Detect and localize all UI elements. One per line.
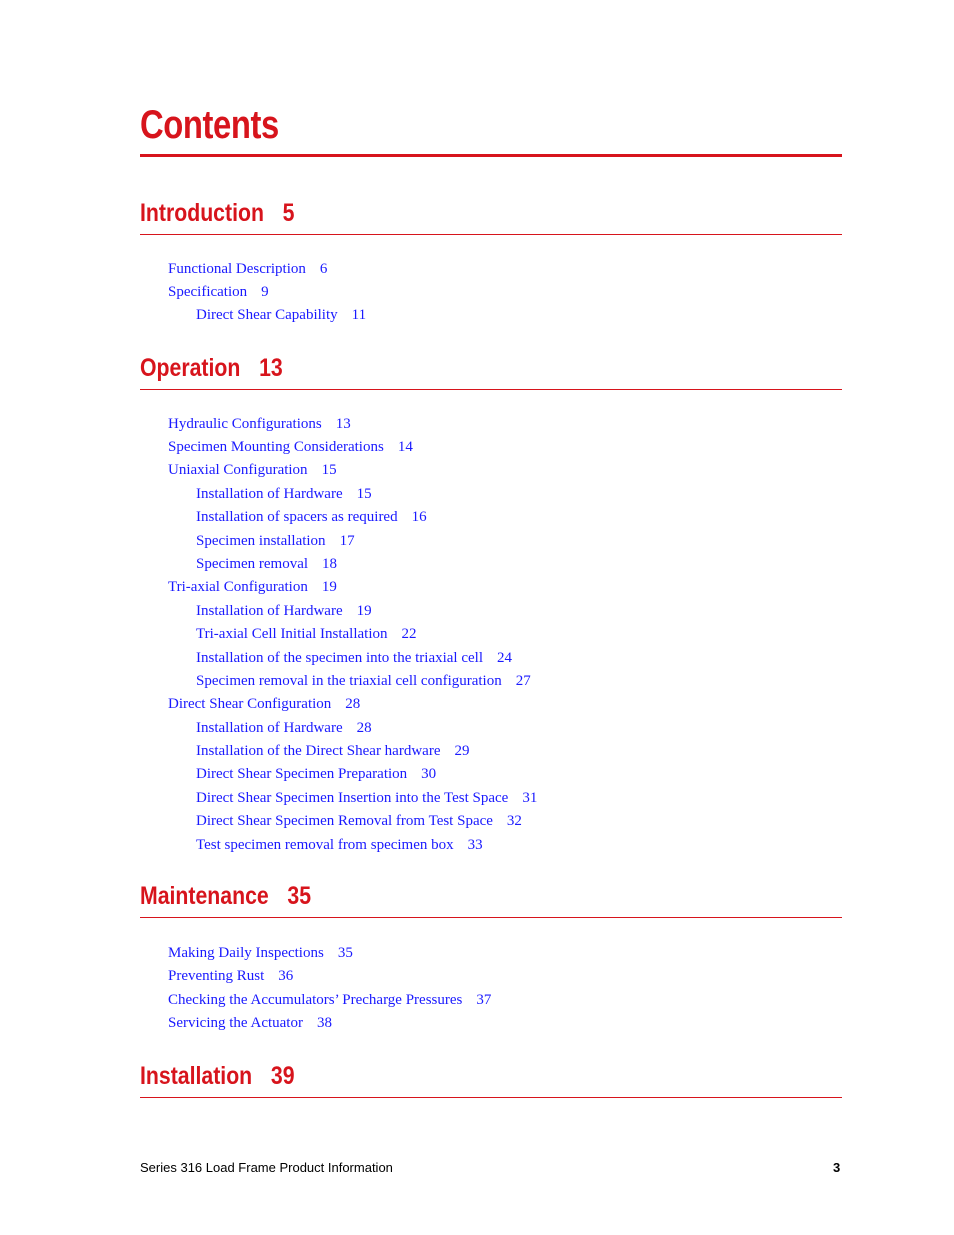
section-heading-label: Installation [140,1062,253,1090]
section-heading-installation[interactable] [140,1061,737,1091]
toc-entry-label: Direct Shear Capability [196,307,338,323]
toc-entry-label: Direct Shear Specimen Preparation [196,766,408,782]
section-maintenance [140,881,842,918]
toc-entry-page: 38 [316,1015,332,1031]
toc-entry[interactable] [168,1014,332,1032]
toc-entry-label: Installation of Hardware [196,486,343,502]
toc-entry-page: 33 [467,837,483,853]
toc-entry[interactable] [196,649,512,667]
section-heading-page: 13 [259,354,283,382]
toc-entry[interactable] [196,602,372,620]
section-heading-operation[interactable] [140,353,737,383]
footer-page-number: 3 [833,1160,841,1175]
toc-entry-label: Installation of the specimen into the triaxial cell [196,650,483,666]
toc-entry-label: Specimen installation [196,533,326,549]
toc-entry-label: Specimen removal in the triaxial cell configuration [196,673,502,689]
toc-entry[interactable] [168,260,327,278]
toc-entry[interactable] [168,461,337,479]
toc-entry[interactable] [168,415,351,433]
section-heading-label: Introduction [140,199,264,227]
toc-entry-page: 19 [321,579,337,595]
toc-entry-label: Functional Description [168,261,306,277]
toc-entry-page: 22 [401,626,417,642]
toc-entry-page: 9 [261,284,269,300]
toc-entry-page: 6 [319,261,328,277]
footer-doc-title: Series 316 Load Frame Product Information [140,1160,393,1175]
toc-entry-page: 36 [278,968,294,984]
toc-entry[interactable] [168,438,413,456]
toc-entry[interactable] [196,789,537,807]
toc-entry-page: 11 [351,307,367,323]
toc-entry-label: Making Daily Inspections [168,945,324,961]
toc-entry-page: 16 [411,509,427,525]
toc-entry-label: Tri-axial Cell Initial Installation [196,626,388,642]
section-heading-page: 5 [282,199,295,227]
toc-entry[interactable] [168,967,293,985]
toc-entry[interactable] [196,742,469,760]
section-rule [140,1097,842,1098]
toc-entry[interactable] [196,555,337,573]
toc-entry-page: 14 [397,439,413,455]
toc-entry-label: Specimen Mounting Considerations [168,439,384,455]
section-rule [140,234,842,235]
toc-entry-label: Installation of the Direct Shear hardware [196,743,441,759]
toc-entry-page: 37 [476,992,492,1008]
section-introduction [140,198,842,235]
toc-entry-label: Specimen removal [196,556,309,572]
toc-entry[interactable] [196,765,436,783]
toc-entry-label: Installation of Hardware [196,720,343,736]
toc-entry[interactable] [196,672,531,690]
toc-entry-page: 27 [515,673,531,689]
page-title: Contents [140,103,279,147]
toc-entry[interactable] [196,508,427,526]
toc-entry-label: Direct Shear Specimen Removal from Test Space [196,813,493,829]
toc-entry-page: 15 [356,486,372,502]
toc-entry[interactable] [168,695,360,713]
toc-entry[interactable] [168,283,269,301]
toc-entry[interactable] [168,944,353,962]
toc-entry[interactable] [168,578,337,596]
section-operation [140,353,842,390]
toc-entry-label: Uniaxial Configuration [168,462,308,478]
toc-entry-label: Direct Shear Configuration [168,696,332,712]
toc-entry-page: 24 [497,650,512,666]
toc-entry[interactable] [196,306,366,324]
toc-entry-page: 28 [345,696,361,712]
toc-entry[interactable] [196,532,355,550]
section-installation [140,1061,842,1098]
toc-entry-page: 28 [356,720,372,736]
toc-entry-page: 19 [356,603,372,619]
toc-entry-page: 30 [421,766,437,782]
section-heading-label: Maintenance [140,882,269,910]
section-heading-maintenance[interactable] [140,881,737,911]
toc-entry-label: Test specimen removal from specimen box [196,837,454,853]
toc-entry[interactable] [168,991,491,1009]
title-rule [140,154,842,157]
section-heading-page: 39 [270,1062,295,1090]
section-heading-label: Operation [140,354,241,382]
toc-entry-page: 17 [339,533,355,549]
toc-entry-label: Specification [168,284,248,300]
toc-entry-label: Checking the Accumulators’ Precharge Pressures [168,992,463,1008]
toc-entry-page: 15 [321,462,337,478]
toc-entry[interactable] [196,485,372,503]
toc-entry-page: 35 [337,945,353,961]
toc-entry-label: Tri-axial Configuration [168,579,308,595]
toc-entry-page: 13 [335,416,351,432]
toc-entry-label: Preventing Rust [168,968,265,984]
toc-entry-page: 29 [454,743,470,759]
toc-entry[interactable] [196,719,372,737]
section-heading-page: 35 [287,882,312,910]
section-rule [140,389,842,390]
toc-entry[interactable] [196,625,417,643]
toc-entry-page: 32 [506,813,522,829]
section-rule [140,917,842,918]
toc-entry-label: Direct Shear Specimen Insertion into the Test Space [196,790,509,806]
section-heading-introduction[interactable] [140,198,737,228]
toc-entry-label: Hydraulic Configurations [168,416,322,432]
toc-entry-label: Installation of spacers as required [196,509,398,525]
toc-entry-label: Servicing the Actuator [168,1015,303,1031]
toc-entry[interactable] [196,812,522,830]
toc-entry-label: Installation of Hardware [196,603,343,619]
toc-entry[interactable] [196,836,483,854]
toc-entry-page: 31 [522,790,538,806]
toc-entry-page: 18 [322,556,338,572]
